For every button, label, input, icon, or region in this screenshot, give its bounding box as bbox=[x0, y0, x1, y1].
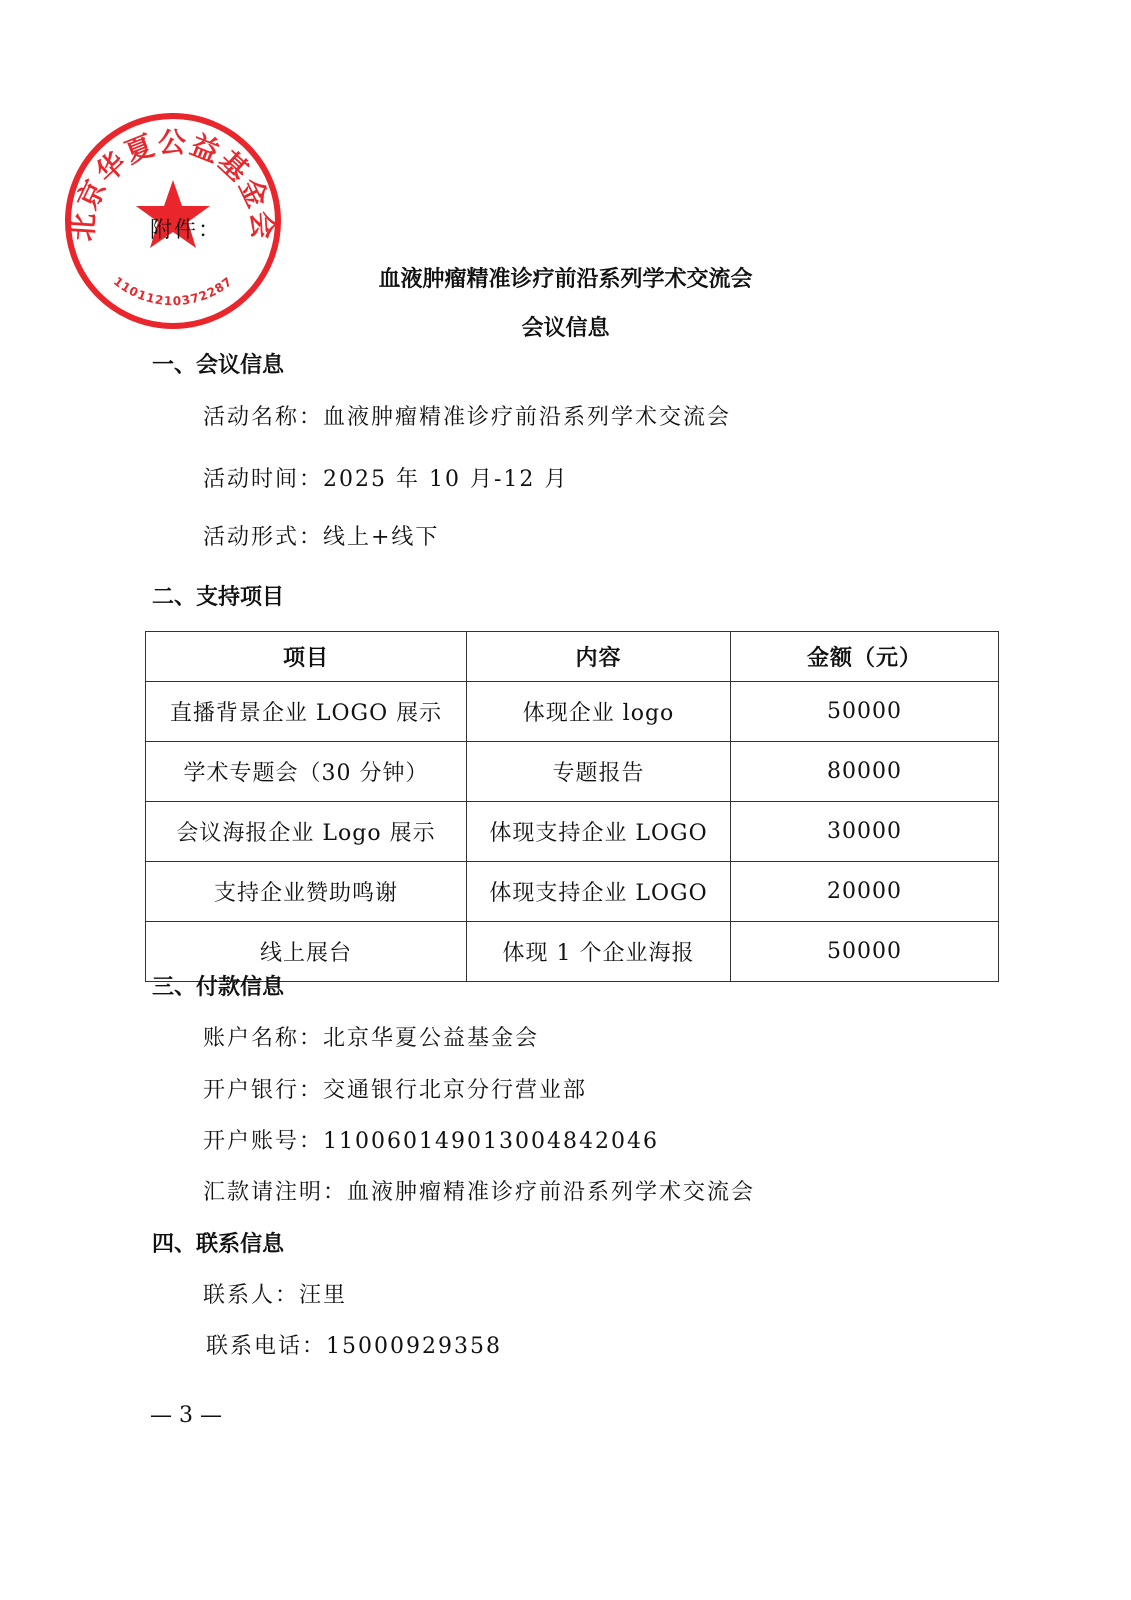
table-cell-amount: 80000 bbox=[731, 742, 999, 802]
bank-name: 开户银行：交通银行北京分行营业部 bbox=[203, 1078, 588, 1103]
section-heading-contact-info: 四、联系信息 bbox=[152, 1232, 285, 1257]
table-cell-item: 支持企业赞助鸣谢 bbox=[146, 862, 467, 922]
account-number: 开户账号：110060149013004842046 bbox=[203, 1129, 659, 1154]
remittance-note: 汇款请注明：血液肿瘤精准诊疗前沿系列学术交流会 bbox=[203, 1180, 756, 1205]
table-row bbox=[146, 862, 999, 922]
seal-name-text: 北京华夏公益基金会 bbox=[66, 126, 280, 243]
table-cell-content: 体现 1 个企业海报 bbox=[467, 922, 731, 982]
account-name: 账户名称：北京华夏公益基金会 bbox=[203, 1026, 540, 1051]
table-row bbox=[146, 682, 999, 742]
table-cell-amount: 50000 bbox=[731, 682, 999, 742]
section-heading-support-items: 二、支持项目 bbox=[152, 585, 285, 610]
column-header-content: 内容 bbox=[467, 632, 731, 682]
table-cell-amount: 50000 bbox=[731, 922, 999, 982]
contact-person: 联系人：汪里 bbox=[203, 1283, 348, 1308]
table-cell-item: 学术专题会（30 分钟） bbox=[146, 742, 467, 802]
column-header-amount: 金额（元） bbox=[731, 632, 999, 682]
support-items-table bbox=[145, 631, 999, 982]
table-cell-amount: 20000 bbox=[731, 862, 999, 922]
table-row bbox=[146, 742, 999, 802]
table-cell-content: 体现支持企业 LOGO bbox=[467, 802, 731, 862]
table-cell-amount: 30000 bbox=[731, 802, 999, 862]
table-cell-item: 线上展台 bbox=[146, 922, 467, 982]
table-cell-item: 会议海报企业 Logo 展示 bbox=[146, 802, 467, 862]
document-subtitle: 会议信息 bbox=[521, 316, 610, 341]
table-cell-content: 体现企业 logo bbox=[467, 682, 731, 742]
column-header-item: 项目 bbox=[146, 632, 467, 682]
event-time: 活动时间：2025 年 10 月-12 月 bbox=[203, 467, 569, 492]
table-header-row bbox=[146, 632, 999, 682]
page-number: — 3 — bbox=[150, 1403, 222, 1428]
document-title: 血液肿瘤精准诊疗前沿系列学术交流会 bbox=[378, 267, 753, 292]
section-heading-payment-info: 三、付款信息 bbox=[152, 975, 285, 1000]
attachment-label: 附件： bbox=[150, 218, 223, 243]
table-cell-item: 直播背景企业 LOGO 展示 bbox=[146, 682, 467, 742]
section-heading-meeting-info: 一、会议信息 bbox=[152, 353, 285, 378]
table-cell-content: 专题报告 bbox=[467, 742, 731, 802]
table-row bbox=[146, 802, 999, 862]
seal-number-text: 11011210372287 bbox=[110, 274, 236, 309]
event-name: 活动名称：血液肿瘤精准诊疗前沿系列学术交流会 bbox=[203, 405, 732, 430]
event-format: 活动形式：线上+线下 bbox=[203, 525, 440, 550]
table-cell-content: 体现支持企业 LOGO bbox=[467, 862, 731, 922]
contact-phone: 联系电话：15000929358 bbox=[206, 1334, 502, 1359]
